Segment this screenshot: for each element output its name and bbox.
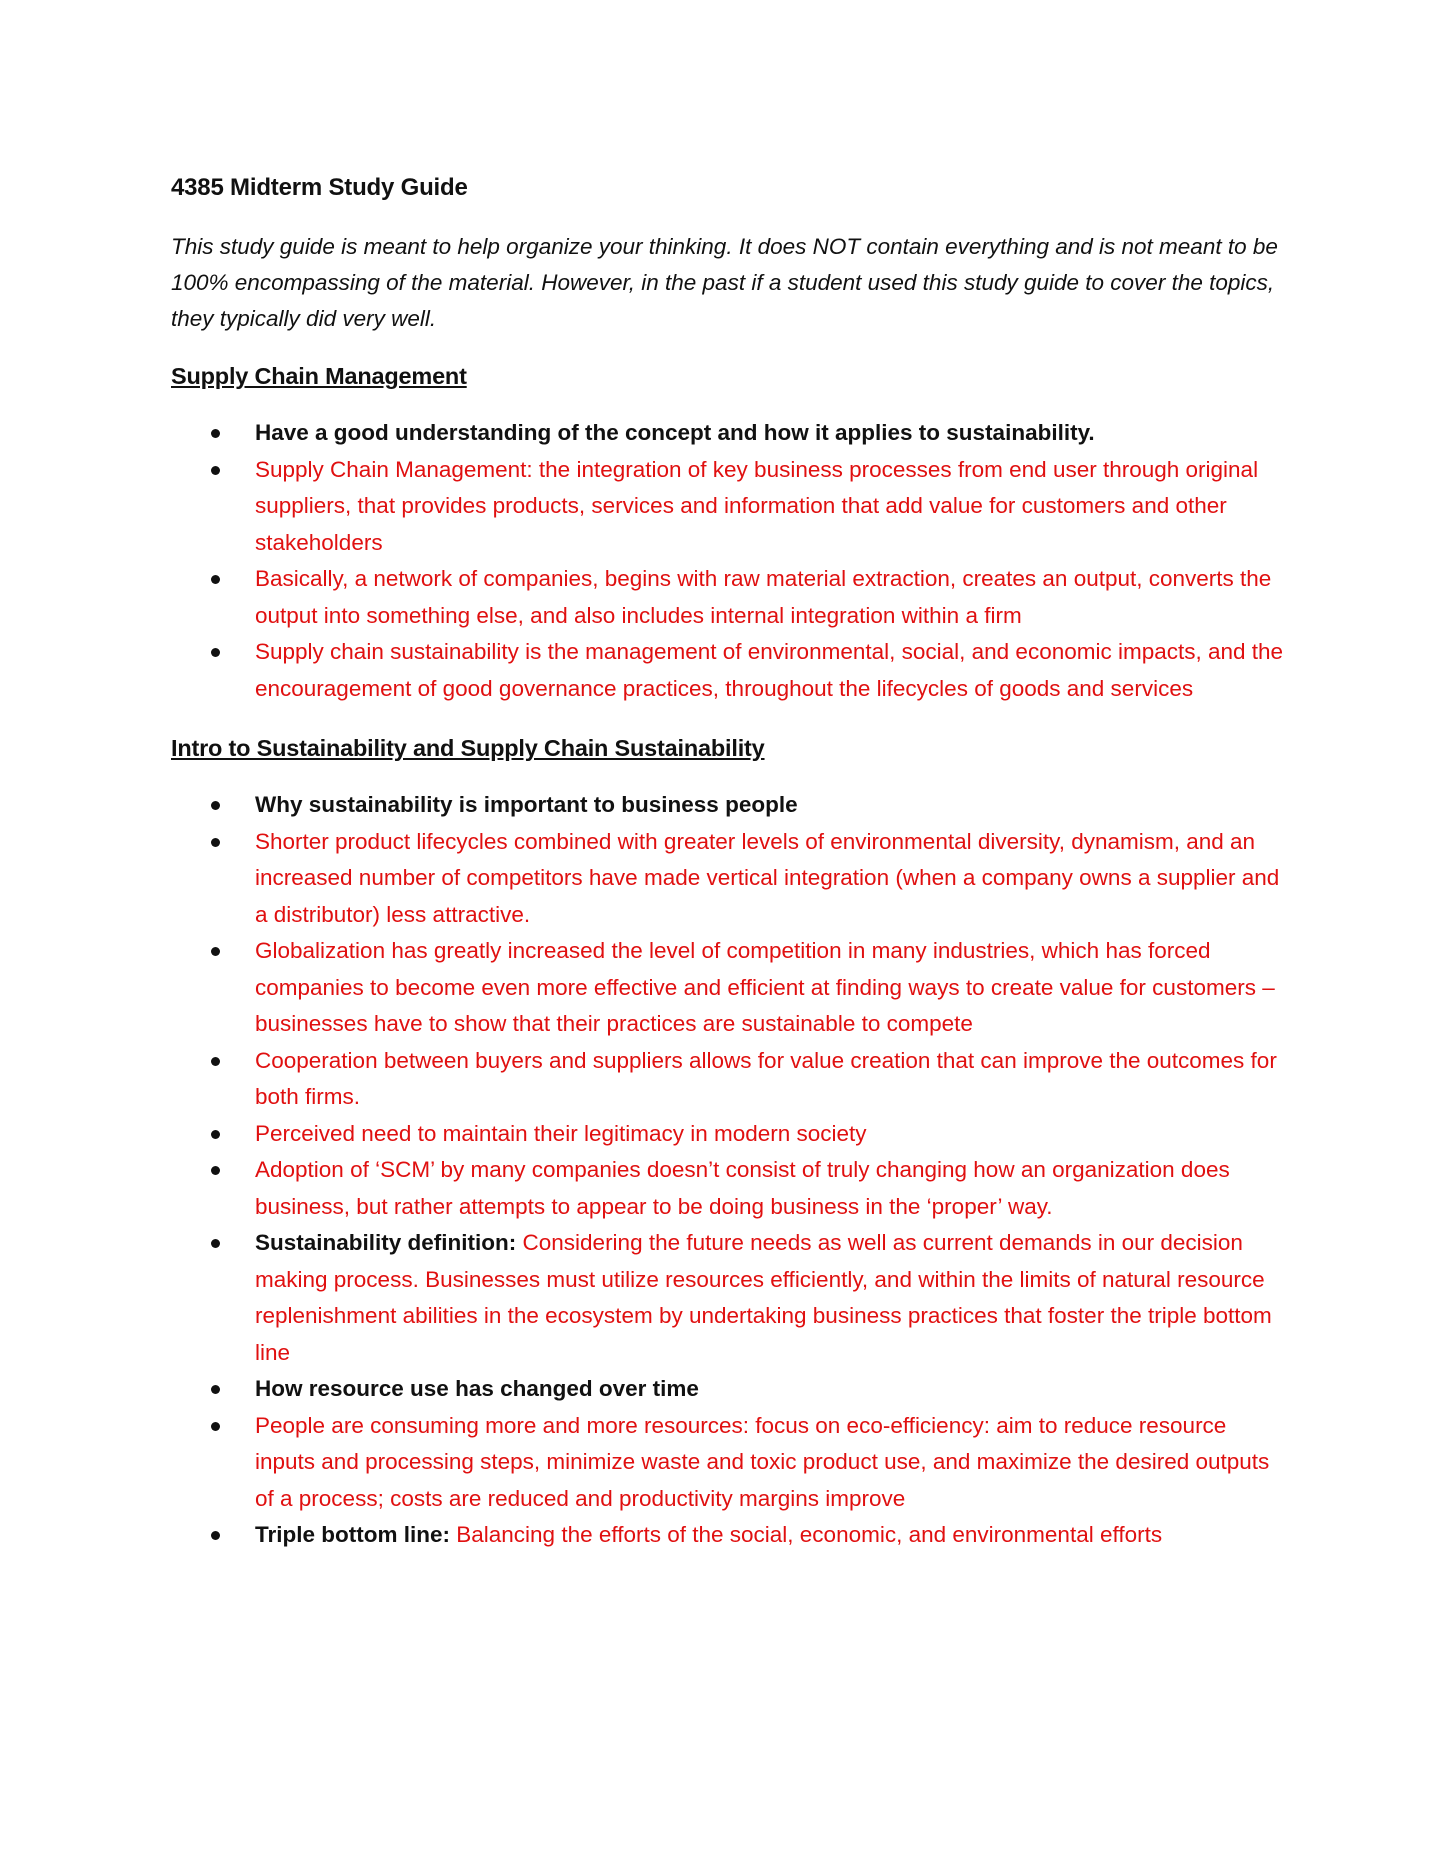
bullet-lead: How resource use has changed over time: [255, 1376, 699, 1401]
bullet-lead: Why sustainability is important to business people: [255, 792, 798, 817]
bullet-lead: Have a good understanding of the concept and how it applies to sustainability.: [255, 420, 1095, 445]
bullet-icon: [211, 1385, 220, 1394]
bullet-text: Basically, a network of companies, begins with raw material extraction, creates an output, converts the output into something else, and also includes internal integration within a firm: [255, 566, 1272, 628]
bullet-icon: [211, 1130, 220, 1139]
bullet-text: Balancing the efforts of the social, economic, and environmental efforts: [450, 1522, 1163, 1547]
list-item: [171, 1116, 1287, 1153]
bullet-icon: [211, 575, 220, 584]
list-item: [171, 1152, 1287, 1225]
bullet-icon: [211, 1422, 220, 1431]
bullet-text: Shorter product lifecycles combined with greater levels of environmental diversity, dynamism, and an increased number of competitors have made vertical integration (when a company owns a supplier and a distributor) less attractive.: [255, 828, 1280, 927]
bullet-text: Considering the future needs as well as current demands in our decision making process. Businesses must utilize resources efficiently, and within the limits of natural resource replenishment abilities in the ecosystem by undertaking business practices that foster the triple bottom line: [255, 1230, 1272, 1365]
list-item: [171, 415, 1287, 452]
bullet-lead: Sustainability definition:: [255, 1230, 517, 1255]
bullet-text: People are consuming more and more resources: focus on eco-efficiency: aim to reduce resource inputs and processing steps, minimize waste and toxic product use, and maximize the desired outputs of a process; costs are reduced and productivity margins improve: [255, 1412, 1270, 1511]
list-item: [171, 1408, 1287, 1518]
bullet-list-supply-chain-management: [171, 415, 1291, 707]
bullet-icon: [211, 801, 220, 810]
bullet-icon: [211, 429, 220, 438]
list-item: [171, 561, 1287, 634]
list-item: [171, 824, 1287, 934]
document-title: 4385 Midterm Study Guide: [171, 174, 468, 201]
list-item: [171, 1225, 1287, 1371]
bullet-text: Globalization has greatly increased the level of competition in many industries, which has forced companies to become even more effective and efficient at finding ways to create value for customers – businesses have to show that their practices are sustainable to compete: [255, 938, 1275, 1036]
list-item: [171, 1517, 1287, 1554]
bullet-icon: [211, 466, 220, 475]
bullet-icon: [211, 1531, 220, 1540]
section-heading-intro-to-sustainability: Intro to Sustainability and Supply Chain Sustainability: [171, 735, 765, 761]
list-item: [171, 933, 1287, 1043]
bullet-icon: [211, 648, 220, 657]
list-item: [171, 787, 1287, 824]
bullet-lead: Triple bottom line:: [255, 1522, 450, 1547]
intro-paragraph: This study guide is meant to help organize your thinking. It does NOT contain everything and is not meant to be 100% encompassing of the material. However, in the past if a student used this study guide to cover the topics, they typically did very well.: [171, 234, 1278, 331]
bullet-text: Supply Chain Management: the integration of key business processes from end user through original suppliers, that provides products, services and information that add value for customers and other stakeholders: [255, 456, 1259, 555]
bullet-icon: [211, 947, 220, 956]
document-page: [171, 171, 1291, 1578]
list-item: [171, 634, 1287, 707]
bullet-text: Cooperation between buyers and suppliers allows for value creation that can improve the outcomes for both firms.: [255, 1047, 1277, 1109]
bullet-list-intro-to-sustainability: [171, 787, 1291, 1554]
bullet-icon: [211, 1166, 220, 1175]
section-heading-supply-chain-management: Supply Chain Management: [171, 363, 467, 389]
bullet-icon: [211, 1057, 220, 1066]
list-item: [171, 1043, 1287, 1116]
bullet-text: Adoption of ‘SCM’ by many companies doesn’t consist of truly changing how an organization does business, but rather attempts to appear to be doing business in the ‘proper’ way.: [255, 1157, 1230, 1219]
bullet-icon: [211, 838, 220, 847]
bullet-text: Perceived need to maintain their legitimacy in modern society: [255, 1120, 867, 1146]
list-item: [171, 452, 1287, 562]
list-item: [171, 1371, 1287, 1408]
bullet-icon: [211, 1239, 220, 1248]
bullet-text: Supply chain sustainability is the management of environmental, social, and economic impacts, and the encouragement of good governance practices, throughout the lifecycles of goods and services: [255, 639, 1284, 701]
